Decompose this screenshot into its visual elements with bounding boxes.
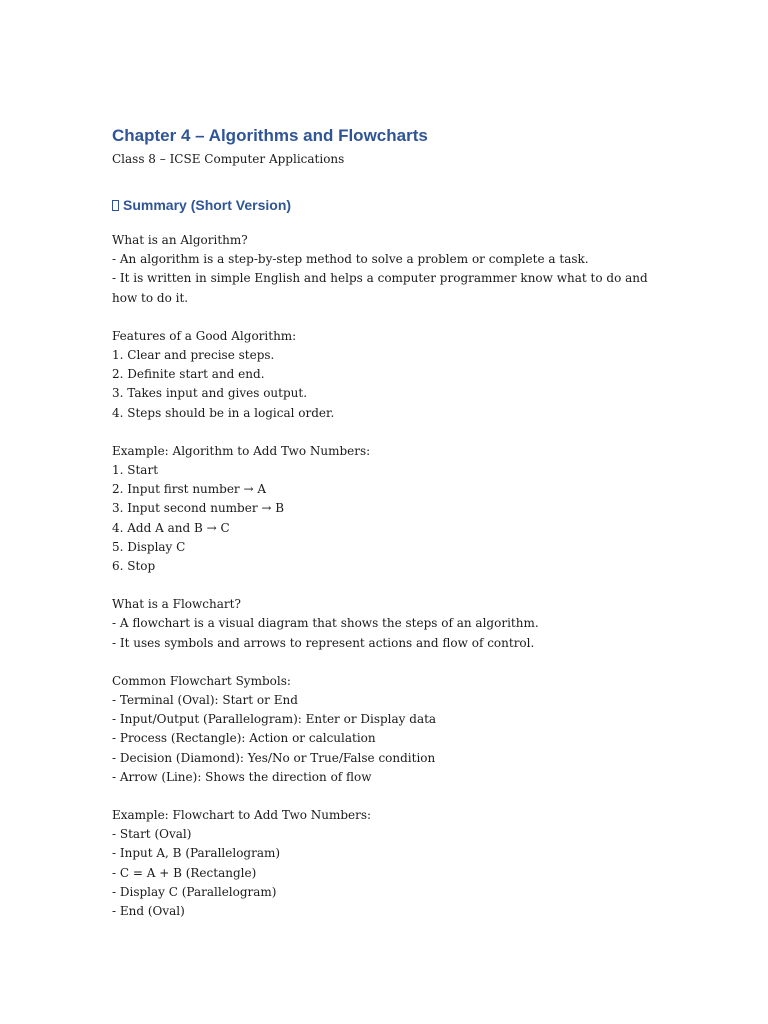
list-item: 3. Takes input and gives output. <box>112 386 308 401</box>
list-item: 3. Input second number → B <box>112 501 285 516</box>
list-item: 4. Add A and B → C <box>112 520 230 535</box>
list-item: - Terminal (Oval): Start or End <box>112 693 298 708</box>
list-item: - Process (Rectangle): Action or calculation <box>112 731 376 746</box>
section-heading: Common Flowchart Symbols: <box>112 673 291 688</box>
section-flowchart-example <box>112 806 652 921</box>
summary-heading-text: Summary (Short Version) <box>123 197 292 213</box>
list-item: - Display C (Parallelogram) <box>112 884 277 899</box>
section-heading: Features of a Good Algorithm: <box>112 328 297 343</box>
list-item: - Decision (Diamond): Yes/No or True/False condition <box>112 750 436 765</box>
missing-glyph-icon <box>112 200 119 211</box>
section-symbols <box>112 672 652 787</box>
section-flowchart <box>112 595 652 653</box>
text-line: - It is written in simple English and helps a computer programmer know what to do and how to do it. <box>112 271 652 305</box>
list-item: 6. Stop <box>112 559 156 574</box>
section-heading: Example: Flowchart to Add Two Numbers: <box>112 808 372 823</box>
list-item: 2. Definite start and end. <box>112 367 265 382</box>
document-page <box>112 122 652 921</box>
list-item: 5. Display C <box>112 539 186 554</box>
list-item: - Input A, B (Parallelogram) <box>112 846 281 861</box>
text-line: - An algorithm is a step-by-step method to solve a problem or complete a task. <box>112 252 589 267</box>
list-item: - End (Oval) <box>112 904 185 919</box>
list-item: - Arrow (Line): Shows the direction of flow <box>112 769 372 784</box>
list-item: - Start (Oval) <box>112 827 192 842</box>
list-item: 1. Clear and precise steps. <box>112 348 275 363</box>
list-item: 1. Start <box>112 463 159 478</box>
section-heading: Example: Algorithm to Add Two Numbers: <box>112 443 371 458</box>
summary-heading <box>112 193 652 217</box>
document-title: Chapter 4 – Algorithms and Flowcharts <box>112 126 428 145</box>
document-subtitle: Class 8 – ICSE Computer Applications <box>112 152 345 166</box>
list-item: 2. Input first number → A <box>112 482 267 497</box>
section-algorithm <box>112 231 652 308</box>
list-item: - Input/Output (Parallelogram): Enter or Display data <box>112 712 437 727</box>
section-features <box>112 327 652 423</box>
section-heading: What is a Flowchart? <box>112 597 241 612</box>
section-heading: What is an Algorithm? <box>112 233 248 247</box>
text-line: - A flowchart is a visual diagram that shows the steps of an algorithm. <box>112 616 539 631</box>
list-item: - C = A + B (Rectangle) <box>112 865 257 880</box>
section-algorithm-example <box>112 442 652 576</box>
text-line: - It uses symbols and arrows to represent actions and flow of control. <box>112 635 535 650</box>
list-item: 4. Steps should be in a logical order. <box>112 405 335 420</box>
summary-body <box>112 231 652 921</box>
